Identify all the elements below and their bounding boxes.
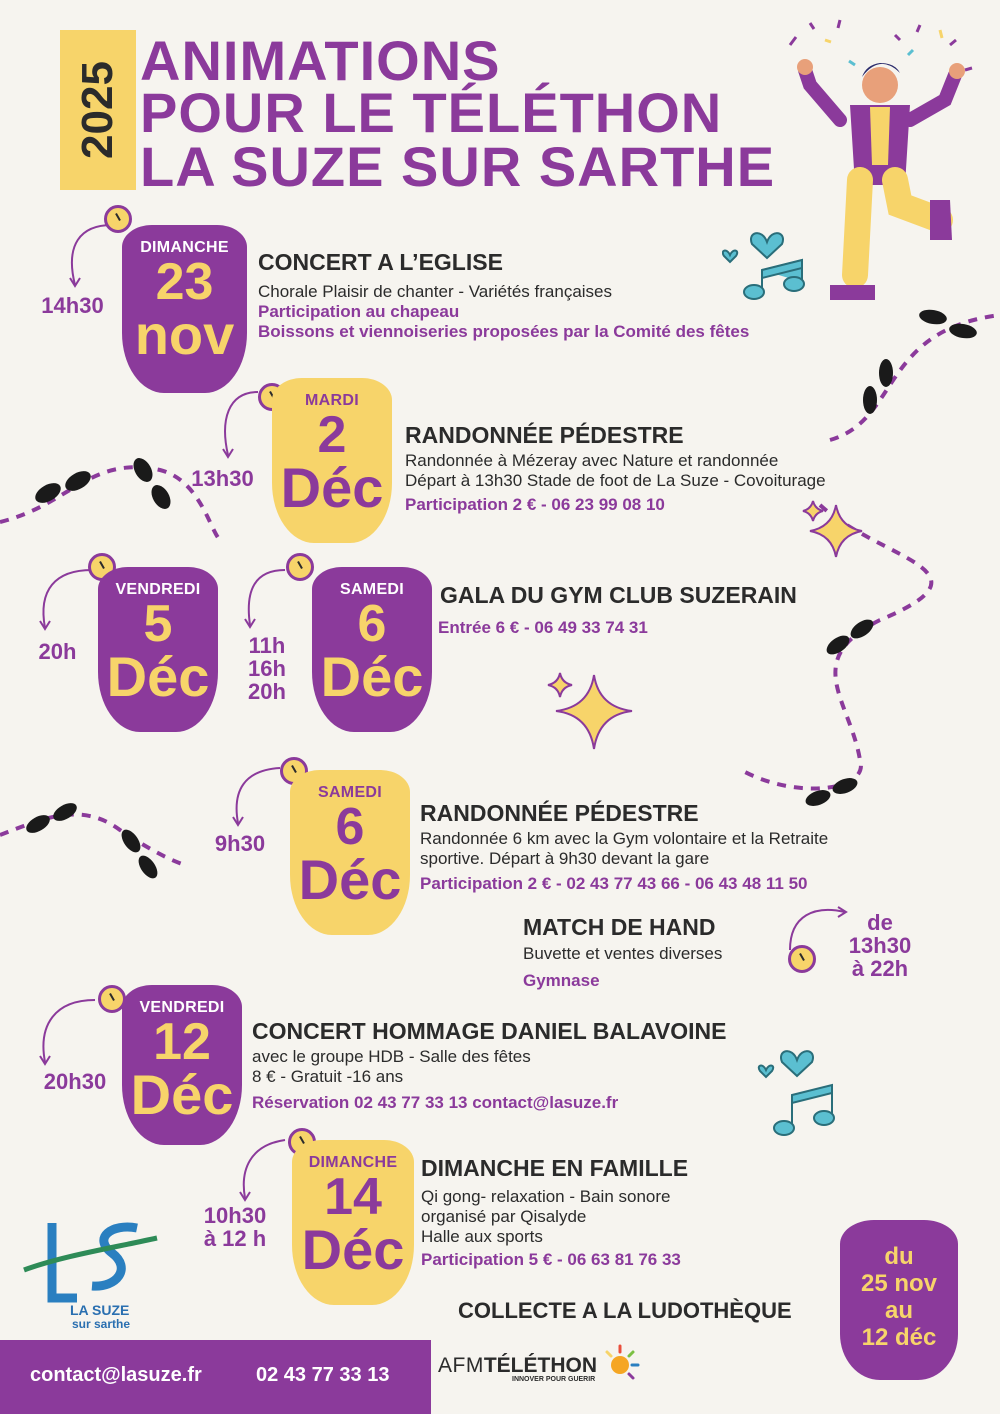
- event-title: CONCERT A L’EGLISE: [258, 249, 503, 275]
- date-month: nov: [134, 303, 235, 366]
- afm-telethon-logo: [438, 1354, 597, 1383]
- event-title: DIMANCHE EN FAMILLE: [421, 1155, 689, 1181]
- page-title-line-3: LA SUZE SUR SARTHE: [140, 135, 776, 198]
- event-title: CONCERT HOMMAGE DANIEL BALAVOINE: [252, 1018, 727, 1044]
- event-time-list: [238, 634, 296, 703]
- event-participation: Participation 5 € - 06 63 81 76 33: [421, 1250, 681, 1269]
- dancing-person-illustration: [780, 15, 980, 305]
- event-detail: sportive. Départ à 9h30 devant la gare: [420, 849, 710, 868]
- date-card-12-dec: [122, 985, 242, 1145]
- date-day: VENDREDI: [115, 581, 201, 598]
- date-month: Déc: [298, 848, 402, 911]
- afm-brand-b: TÉLÉTHON: [483, 1354, 597, 1377]
- sparkle-icon: [798, 495, 868, 560]
- year-label: 2025: [73, 61, 122, 159]
- footer-email[interactable]: contact@lasuze.fr: [30, 1364, 202, 1386]
- event-participation: Participation 2 € - 02 43 77 43 66 - 06 43 48 11 50: [420, 874, 808, 893]
- collecte-date-text: 25 nov: [860, 1270, 938, 1297]
- date-day: DIMANCHE: [308, 1154, 398, 1171]
- footprints-icon: [820, 615, 880, 660]
- event-reservation: Réservation 02 43 77 33 13 contact@lasuze.fr: [252, 1093, 619, 1112]
- collecte-date-text: du: [884, 1243, 914, 1270]
- event-time: 11h: [248, 633, 286, 658]
- collecte-dates-card: [840, 1220, 958, 1380]
- event-time: 20h: [248, 679, 286, 704]
- footprints-icon: [915, 305, 985, 345]
- event-time-text: à 22h: [851, 956, 909, 981]
- page-title-line-2: POUR LE TÉLÉTHON: [140, 81, 723, 144]
- date-number: 5: [143, 595, 173, 653]
- event-participation: Participation au chapeau: [258, 302, 460, 321]
- event-time-text: 13h30: [848, 933, 912, 958]
- event-time: 13h30: [191, 466, 254, 491]
- date-number: 12: [153, 1013, 211, 1071]
- event-participation: Participation 2 € - 06 23 99 08 10: [405, 495, 665, 514]
- date-month: Déc: [106, 645, 210, 708]
- footprints-icon: [128, 455, 178, 515]
- date-card-14-dec: [292, 1140, 414, 1305]
- date-card-23-nov: [122, 225, 247, 393]
- collecte-date-text: au: [884, 1297, 913, 1324]
- event-time-range: [190, 1204, 280, 1250]
- date-month: Déc: [130, 1063, 234, 1126]
- date-day: SAMEDI: [339, 581, 405, 598]
- date-day: VENDREDI: [139, 999, 225, 1016]
- event-time-text: à 12 h: [203, 1226, 267, 1251]
- footprints-icon: [118, 825, 163, 885]
- date-card-6-dec-gala: [312, 567, 432, 732]
- footprints-icon: [800, 772, 865, 812]
- date-month: Déc: [301, 1218, 405, 1281]
- collecte-title: COLLECTE A LA LUDOTHÈQUE: [458, 1298, 792, 1323]
- event-time-text: de: [867, 910, 893, 935]
- event-detail: Chorale Plaisir de chanter - Variétés françaises: [258, 282, 613, 301]
- event-title: MATCH DE HAND: [523, 914, 716, 940]
- logo-text: [70, 1303, 130, 1331]
- event-detail: Halle aux sports: [421, 1227, 543, 1246]
- page-title-line-1: ANIMATIONS: [140, 29, 501, 92]
- event-location: Gymnase: [523, 971, 600, 990]
- event-detail: Buvette et ventes diverses: [523, 944, 723, 963]
- logo-line-1: LA SUZE: [70, 1302, 130, 1318]
- date-day: SAMEDI: [317, 784, 383, 801]
- event-participation: Entrée 6 € - 06 49 33 74 31: [438, 618, 648, 637]
- event-time: 9h30: [214, 831, 266, 856]
- event-title: RANDONNÉE PÉDESTRE: [405, 422, 684, 448]
- event-detail: Randonnée 6 km avec la Gym volontaire et la Retraite: [420, 829, 829, 848]
- event-detail: 8 € - Gratuit -16 ans: [252, 1067, 404, 1086]
- event-detail: Randonnée à Mézeray avec Nature et randonnée: [405, 451, 779, 470]
- date-card-5-dec: [98, 567, 218, 732]
- year-badge: [60, 30, 136, 190]
- alarm-clock-icon: [788, 945, 816, 973]
- footer-phone[interactable]: 02 43 77 33 13: [256, 1364, 390, 1386]
- event-time-range: [830, 911, 930, 980]
- date-number: 14: [324, 1168, 382, 1226]
- event-time: 16h: [248, 656, 286, 681]
- event-time-text: 10h30: [203, 1203, 267, 1228]
- event-time: 14h30: [41, 293, 104, 318]
- afm-sun-icon: [600, 1343, 642, 1385]
- event-time: 20h: [38, 639, 77, 664]
- footprints-icon: [20, 798, 85, 838]
- event-detail: avec le groupe HDB - Salle des fêtes: [252, 1047, 531, 1066]
- afm-tagline: INNOVER POUR GUERIR: [512, 1376, 596, 1383]
- date-number: 6: [357, 595, 387, 653]
- event-title: GALA DU GYM CLUB SUZERAIN: [440, 582, 797, 608]
- date-number: 23: [155, 253, 214, 311]
- logo-line-2: sur sarthe: [72, 1317, 131, 1331]
- collecte-date-text: 12 déc: [861, 1324, 937, 1351]
- afm-brand-a: AFM: [438, 1354, 484, 1377]
- event-time: 20h30: [43, 1069, 107, 1094]
- event-note: Boissons et viennoiseries proposées par la Comité des fêtes: [258, 322, 750, 341]
- event-detail: Qi gong- relaxation - Bain sonore: [421, 1187, 671, 1206]
- footer-contact-bar: [0, 1340, 431, 1414]
- alarm-clock-icon: [286, 553, 314, 581]
- date-month: Déc: [280, 456, 384, 519]
- event-title: RANDONNÉE PÉDESTRE: [420, 800, 699, 826]
- sparkle-icon: [542, 665, 637, 755]
- date-card-2-dec: [272, 378, 392, 543]
- date-number: 6: [335, 798, 365, 856]
- event-detail: Départ à 13h30 Stade de foot de La Suze - Covoiturage: [405, 471, 826, 490]
- date-day: MARDI: [305, 392, 359, 409]
- footprints-icon: [28, 465, 98, 510]
- date-month: Déc: [320, 645, 424, 708]
- event-detail: organisé par Qisalyde: [421, 1207, 587, 1226]
- date-number: 2: [317, 406, 347, 464]
- date-day: DIMANCHE: [140, 239, 229, 256]
- footprints-icon: [858, 355, 898, 425]
- date-card-6-dec-rando: [290, 770, 410, 935]
- music-note-heart-icon: [752, 1040, 842, 1145]
